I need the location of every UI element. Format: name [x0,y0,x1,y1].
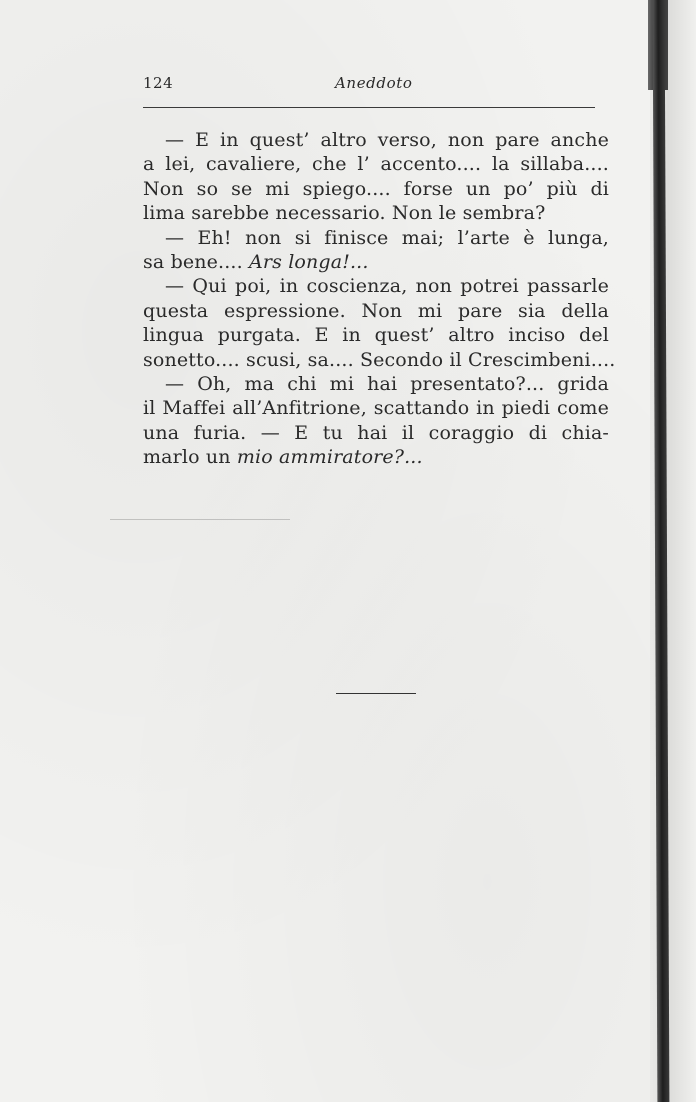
text-line: a lei, cavaliere, che l’ accento.... la sillaba.... [143,153,609,176]
italic-phrase: Ars longa!... [249,250,369,273]
page-number: 124 [143,74,174,92]
text-line [143,250,609,274]
running-title: Aneddoto [335,74,413,92]
text-line [143,445,609,469]
text-run: sa bene.... [143,250,250,273]
text-line: questa espressione. Non mi pare sia della [143,299,609,322]
text-line: lima sarebbe necessario. Non le sembra? [143,202,546,225]
text-line: lingua purgata. E in quest’ altro inciso del [143,324,609,347]
body-text [143,128,616,469]
text-line: — Qui poi, in coscienza, non potrei passarle [165,275,609,298]
text-line: — E in quest’ altro verso, non pare anche [165,129,609,151]
text-line: Non so se mi spiego.... forse un po’ più di [143,177,609,200]
italic-phrase: mio ammiratore?... [236,446,423,469]
text-line: una furia. — E tu hai il coraggio di chia- [143,421,609,444]
header-rule [143,107,595,108]
text-line: sonetto.... scusi, sa.... Secondo il Crescimbeni.... [143,348,616,371]
text-line: — Eh! non si finisce mai; l’arte è lunga, [165,226,609,249]
text-line: il Maffei all’Anfitrione, scattando in piedi come [143,397,609,420]
text-run: marlo un [143,446,237,469]
text-line: — Oh, ma chi mi hai presentato?... grida [165,372,609,395]
page-header [143,74,595,96]
faint-bleed-through-line [110,519,290,520]
end-of-section-rule [336,693,416,694]
